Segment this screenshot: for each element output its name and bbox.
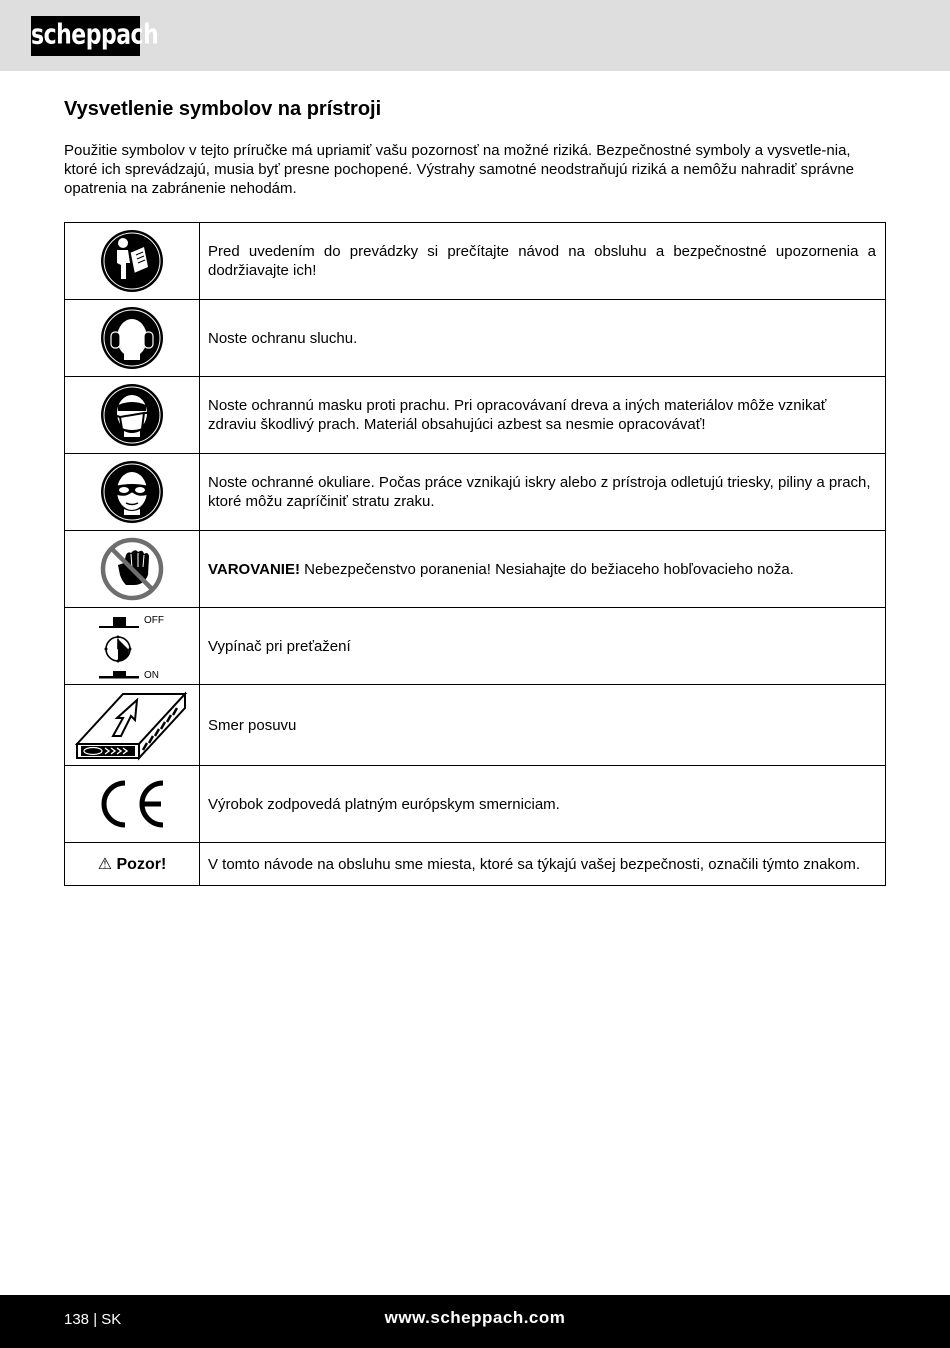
symbol-description: Pred uvedením do prevádzky si prečítajte návod na obsluhu a bezpečnostné upozornenia a dodržiavajte ich! [200,223,886,300]
no-hands-icon [100,537,164,601]
symbols-table [64,222,886,886]
table-row [65,531,886,608]
symbol-description: Noste ochranné okuliare. Počas práce vznikajú iskry alebo z prístroja odletujú triesky, piliny a prach, ktoré môžu zapríčiniť stratu zraku. [200,454,886,531]
page-header [0,0,950,71]
icon-cell [65,531,200,608]
warning-triangle-icon: ⚠ Pozor! [65,843,200,886]
symbol-description: Vypínač pri preťažení [200,608,886,685]
svg-text:ON: ON [144,670,159,681]
scheppach-logo: scheppach [31,16,140,56]
symbol-description: Noste ochranu sluchu. [200,300,886,377]
warning-label: VAROVANIE! [208,560,300,578]
icon-cell [65,300,200,377]
table-row [65,766,886,843]
table-row [65,377,886,454]
intro-paragraph: Použitie symbolov v tejto príručke má upriamiť vašu pozornosť na možné riziká. Bezpečnostné symboly a vysvetle-nia, ktoré ich sprevádzajú, musia byť presne pochopené. Výstrahy samotné neodstraňujú riziká a nemôžu nahradiť správne opatrenia na zabránenie nehodám. [64,142,855,197]
ce-mark-icon [97,778,167,830]
feed-direction-icon [75,688,189,762]
table-row [65,300,886,377]
overload-switch-icon [65,609,199,683]
table-row [65,223,886,300]
website-url: www.scheppach.com [384,1308,566,1327]
icon-cell [65,685,200,766]
table-row [65,454,886,531]
symbol-description: Smer posuvu [200,685,886,766]
read-manual-icon [100,229,164,293]
icon-cell [65,608,200,685]
page-number: 138 | SK [64,1311,122,1328]
safety-goggles-icon [100,460,164,524]
dust-mask-icon [100,383,164,447]
svg-text:OFF: OFF [144,615,164,626]
table-row [65,608,886,685]
page-footer [0,1295,950,1348]
symbol-description: V tomto návode na obsluhu sme miesta, ktoré sa týkajú vašej bezpečnosti, označili týmto znakom. [200,843,886,886]
icon-cell [65,454,200,531]
table-row [65,843,886,886]
symbol-description: Noste ochrannú masku proti prachu. Pri opracovávaní dreva a iných materiálov môže vznikať zdraviu škodlivý prach. Materiál obsahujúci azbest sa nesmie opracovávať! [200,377,886,454]
table-row [65,685,886,766]
symbol-description: VAROVANIE! Nebezpečenstvo poranenia! Nesiahajte do bežiaceho hobľovacieho noža. [200,531,886,608]
icon-cell [65,377,200,454]
icon-cell [65,223,200,300]
icon-cell [65,766,200,843]
ear-protection-icon [100,306,164,370]
symbol-description: Výrobok zodpovedá platným európskym smerniciam. [200,766,886,843]
page-title: Vysvetlenie symbolov na prístroji [64,98,382,120]
